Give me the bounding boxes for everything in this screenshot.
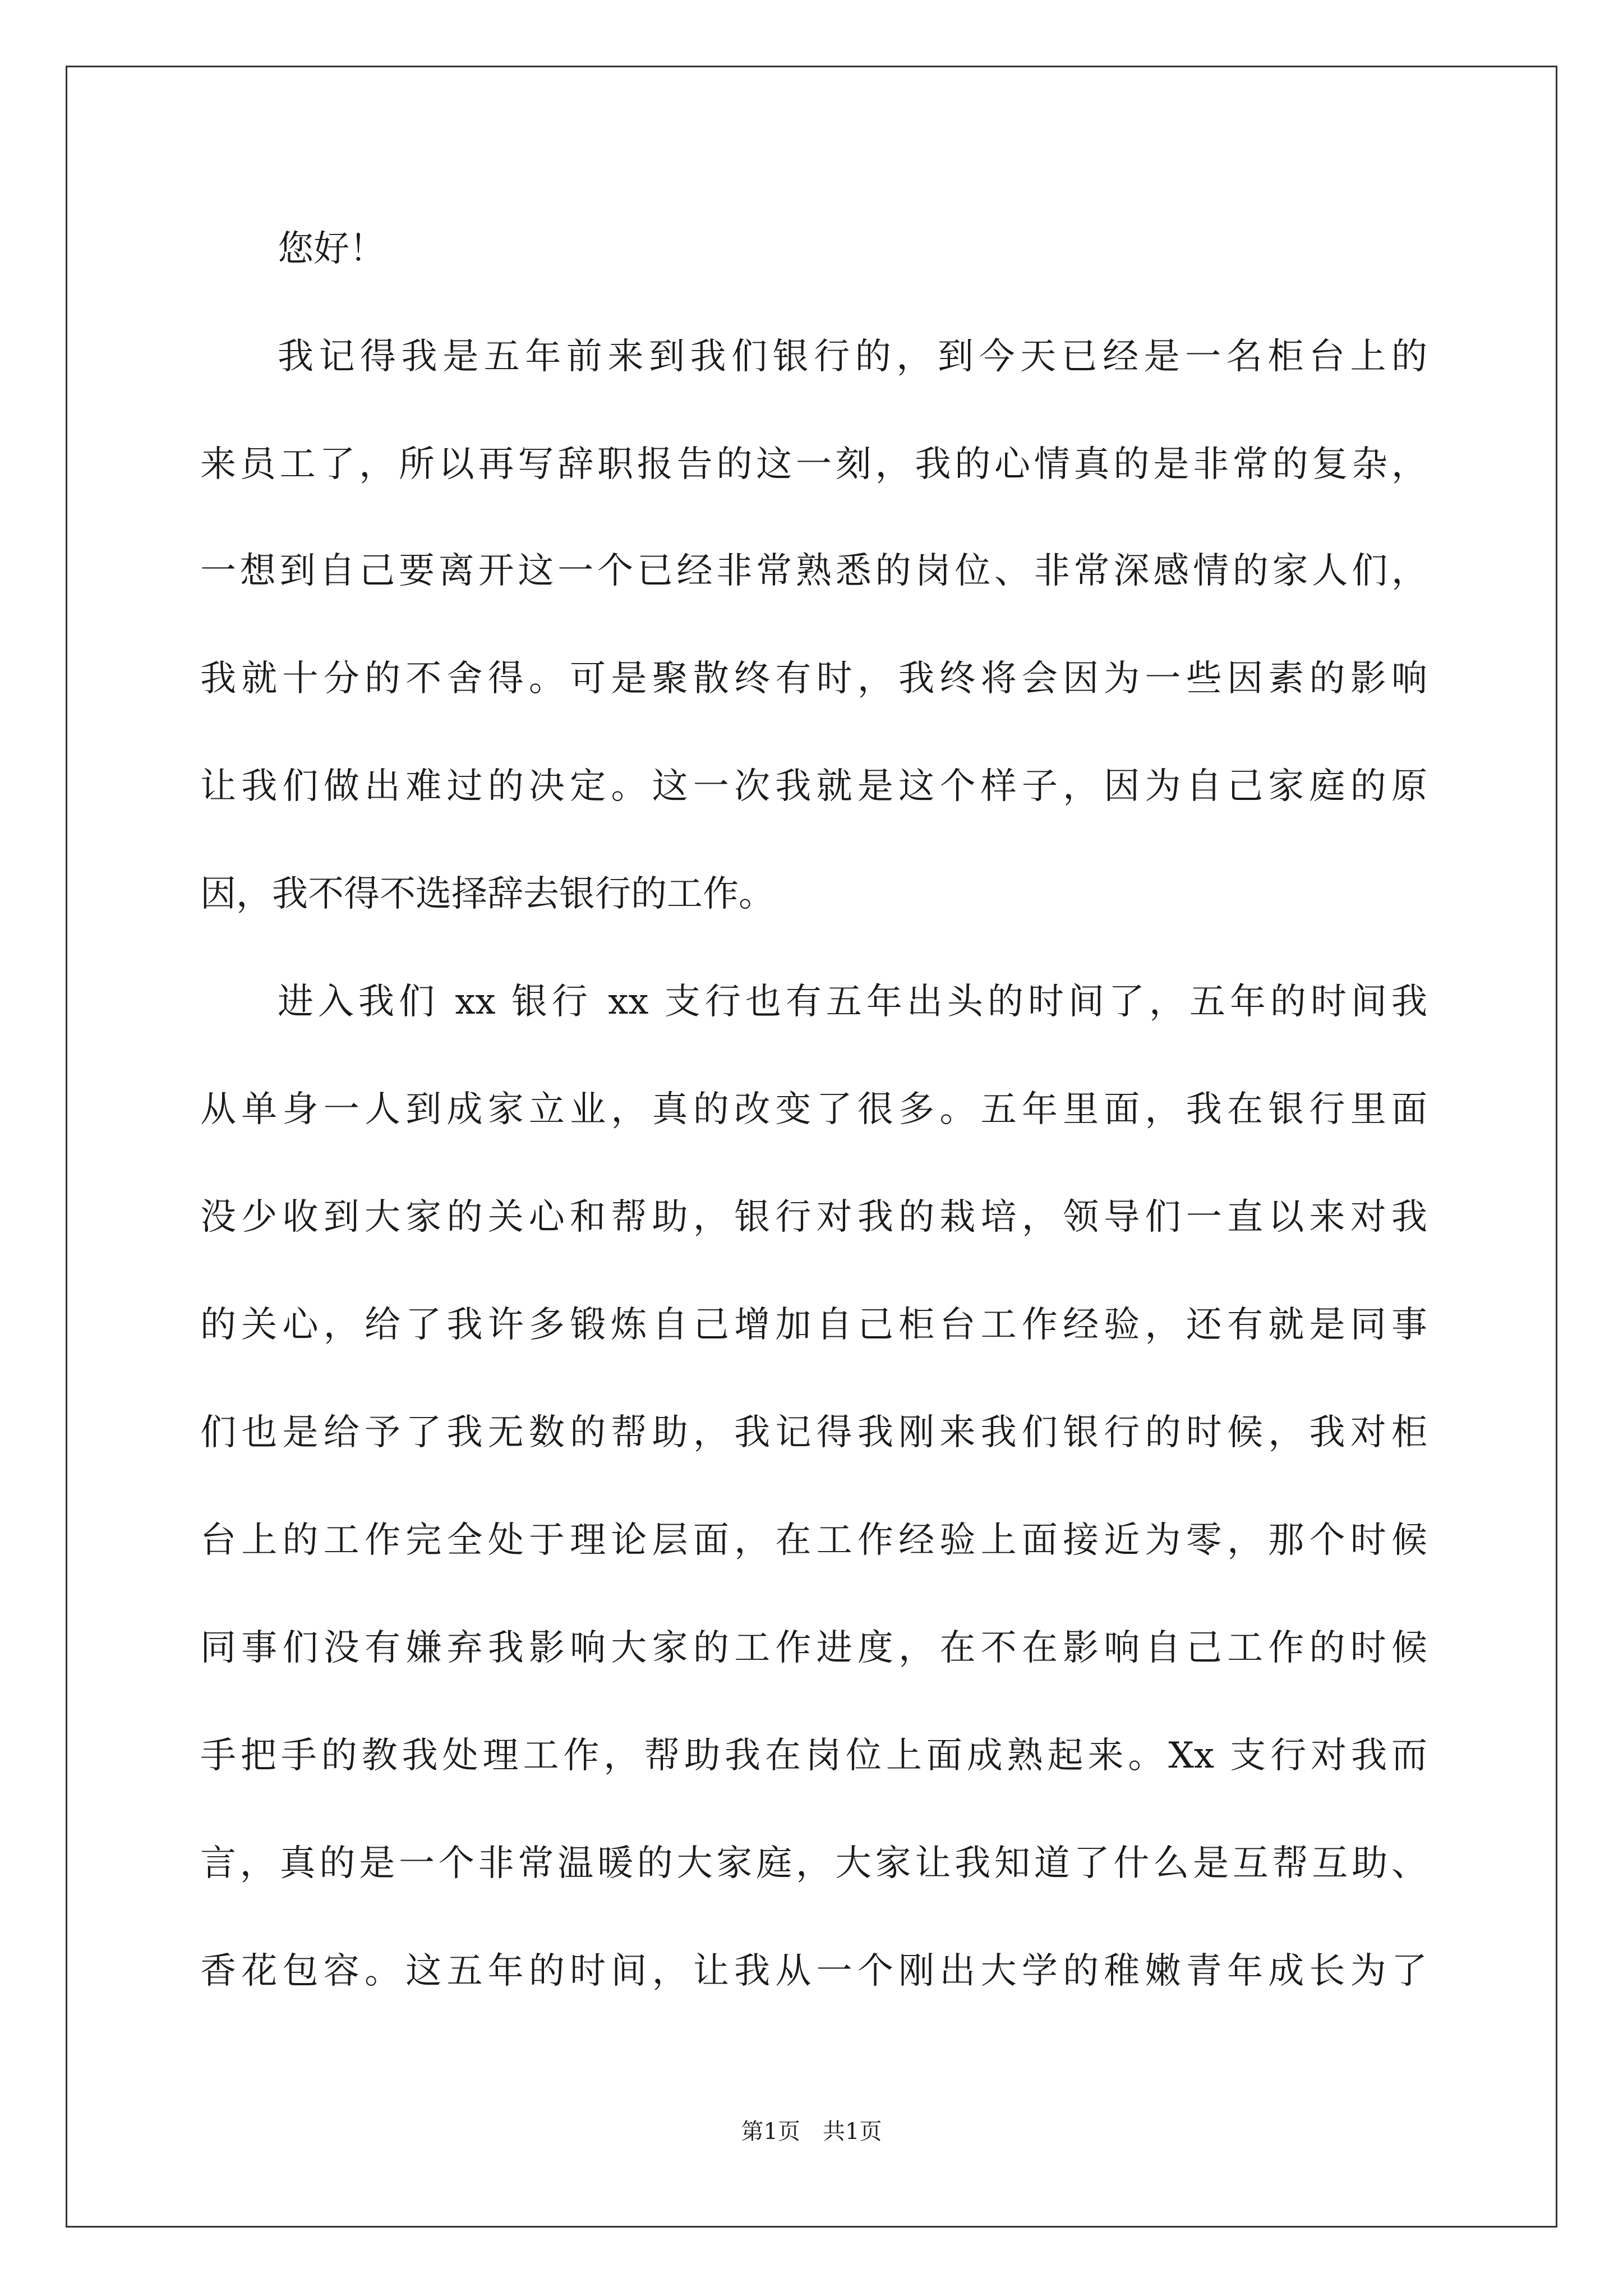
paragraph-1-line-3: 一想到自己要离开这一个已经非常熟悉的岗位、非常深感情的家人们，: [200, 550, 1427, 592]
paragraph-2-line-2: 从单身一人到成家立业，真的改变了很多。五年里面，我在银行里面: [200, 1089, 1427, 1130]
paragraph-1-line-6: 因，我不得不选择辞去银行的工作。: [200, 873, 774, 915]
paragraph-1-line-1: 我记得我是五年前来到我们银行的，到今天已经是一名柜台上的: [278, 336, 1427, 378]
paragraph-1-line-2: 来员工了，所以再写辞职报告的这一刻，我的心情真的是非常的复杂，: [200, 444, 1427, 485]
paragraph-2-line-8: 手把手的教我处理工作，帮助我在岗位上面成熟起来。Xx 支行对我而: [200, 1735, 1427, 1777]
paragraph-2-line-6: 台上的工作完全处于理论层面，在工作经验上面接近为零，那个时候: [200, 1520, 1427, 1561]
greeting: 您好！: [278, 228, 385, 270]
paragraph-1-line-4: 我就十分的不舍得。可是聚散终有时，我终将会因为一些因素的影响: [200, 658, 1427, 700]
paragraph-1-line-5: 让我们做出难过的决定。这一次我就是这个样子，因为自己家庭的原: [200, 766, 1427, 807]
paragraph-2-line-10: 香花包容。这五年的时间，让我从一个刚出大学的稚嫩青年成长为了: [200, 1950, 1427, 1992]
paragraph-2-line-4: 的关心，给了我许多锻炼自己增加自己柜台工作经验，还有就是同事: [200, 1304, 1427, 1346]
paragraph-2-line-3: 没少收到大家的关心和帮助，银行对我的栽培，领导们一直以来对我: [200, 1197, 1427, 1238]
page-footer: 第1页 共1页: [741, 2119, 882, 2145]
paragraph-2-line-9: 言，真的是一个非常温暖的大家庭，大家让我知道了什么是互帮互助、: [200, 1843, 1427, 1884]
paragraph-2-line-7: 同事们没有嫌弃我影响大家的工作进度，在不在影响自己工作的时候: [200, 1627, 1427, 1669]
paragraph-2-line-5: 们也是给予了我无数的帮助，我记得我刚来我们银行的时候，我对柜: [200, 1412, 1427, 1453]
paragraph-2-line-1: 进入我们 xx 银行 xx 支行也有五年出头的时间了，五年的时间我: [278, 981, 1427, 1023]
page-frame: [66, 66, 1557, 2228]
